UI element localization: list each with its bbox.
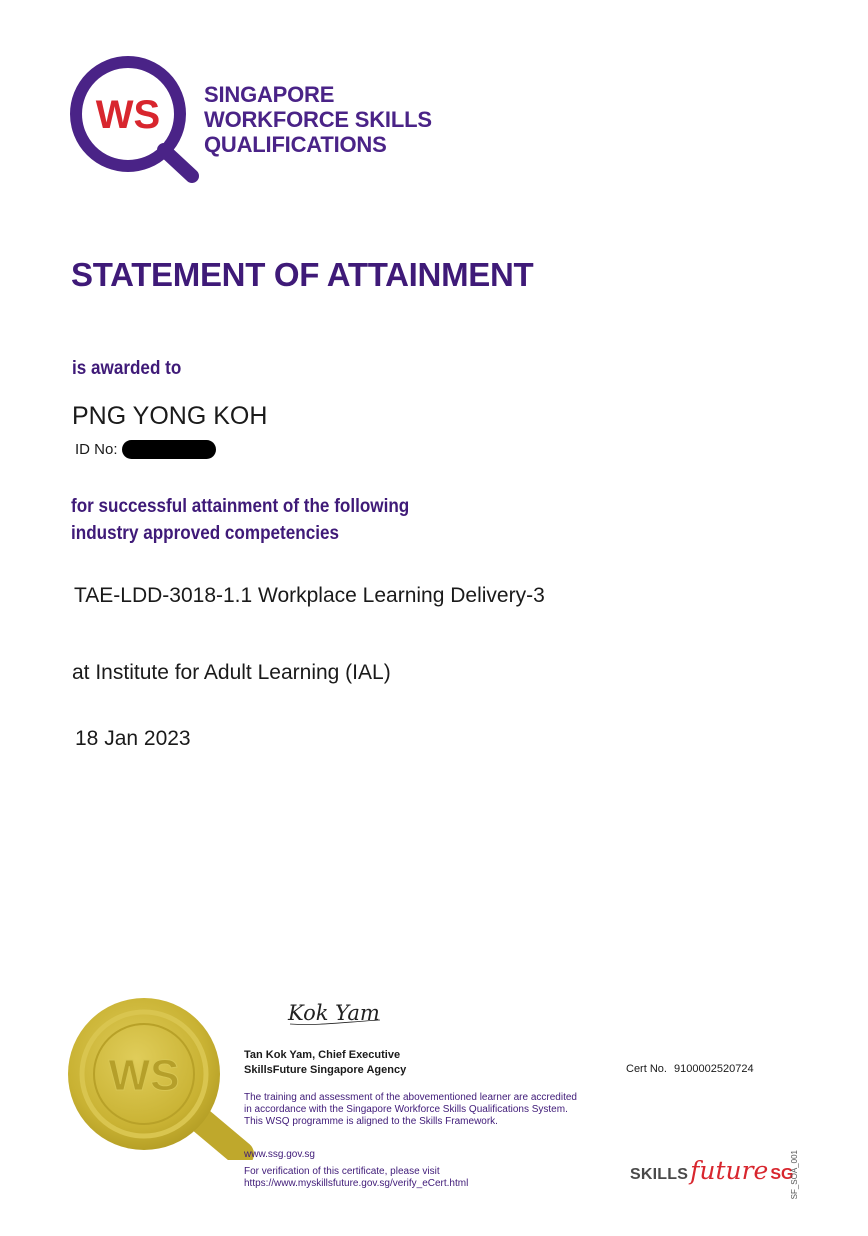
recipient-name: PNG YONG KOH	[72, 402, 268, 430]
org-name-line: WORKFORCE SKILLS	[204, 107, 432, 132]
org-name-line: SINGAPORE	[204, 82, 335, 107]
verification-note	[244, 1166, 468, 1190]
id-row	[75, 440, 216, 459]
accreditation-note	[244, 1092, 577, 1128]
logo-mark-text: WS	[95, 93, 161, 137]
verify-line: For verification of this certificate, please visit	[244, 1166, 440, 1177]
accreditation-line: The training and assessment of the abovementioned learner are accredited	[244, 1092, 577, 1103]
cert-number	[626, 1063, 754, 1075]
accreditation-line: in accordance with the Singapore Workforce Skills Qualifications System.	[244, 1104, 568, 1115]
document-title: STATEMENT OF ATTAINMENT	[71, 256, 534, 293]
org-name-line: QUALIFICATIONS	[204, 132, 387, 157]
signature-icon	[286, 996, 396, 1030]
signature-text: Kok Yam	[288, 1001, 380, 1025]
form-code: SF_SOA_001	[790, 1150, 799, 1200]
signatory-name: Tan Kok Yam, Chief Executive	[244, 1049, 401, 1061]
attainment-line: industry approved competencies	[71, 523, 339, 544]
seal-text: WS	[108, 1051, 180, 1100]
awarded-label: is awarded to	[72, 358, 182, 379]
ws-logo-icon	[68, 56, 202, 184]
cert-no-value: 9100002520724	[674, 1063, 754, 1075]
brand-future: future	[690, 1156, 769, 1185]
verify-url-link[interactable]: https://www.myskillsfuture.gov.sg/verify_eCert.html	[244, 1178, 469, 1189]
brand-sg: SG	[770, 1166, 794, 1183]
signatory-agency: SkillsFuture Singapore Agency	[244, 1064, 407, 1076]
website-link[interactable]: www.ssg.gov.sg	[244, 1149, 315, 1160]
institute-name: at Institute for Adult Learning (IAL)	[72, 661, 391, 684]
brand-skills: SKILLS	[630, 1166, 689, 1183]
attainment-line: for successful attainment of the following	[71, 496, 410, 517]
id-redaction-block	[122, 440, 216, 459]
id-label: ID No:	[75, 441, 118, 458]
org-name	[204, 82, 432, 157]
accreditation-line: This WSQ programme is aligned to the Skills Framework.	[244, 1116, 498, 1127]
cert-no-label: Cert No.	[626, 1063, 667, 1075]
competency-name: TAE-LDD-3018-1.1 Workplace Learning Delivery-3	[74, 584, 545, 607]
attainment-statement	[71, 493, 409, 547]
gold-seal-icon	[66, 994, 256, 1160]
award-date: 18 Jan 2023	[75, 727, 191, 750]
skillsfuture-logo	[630, 1156, 793, 1185]
signatory-block	[244, 1048, 406, 1078]
